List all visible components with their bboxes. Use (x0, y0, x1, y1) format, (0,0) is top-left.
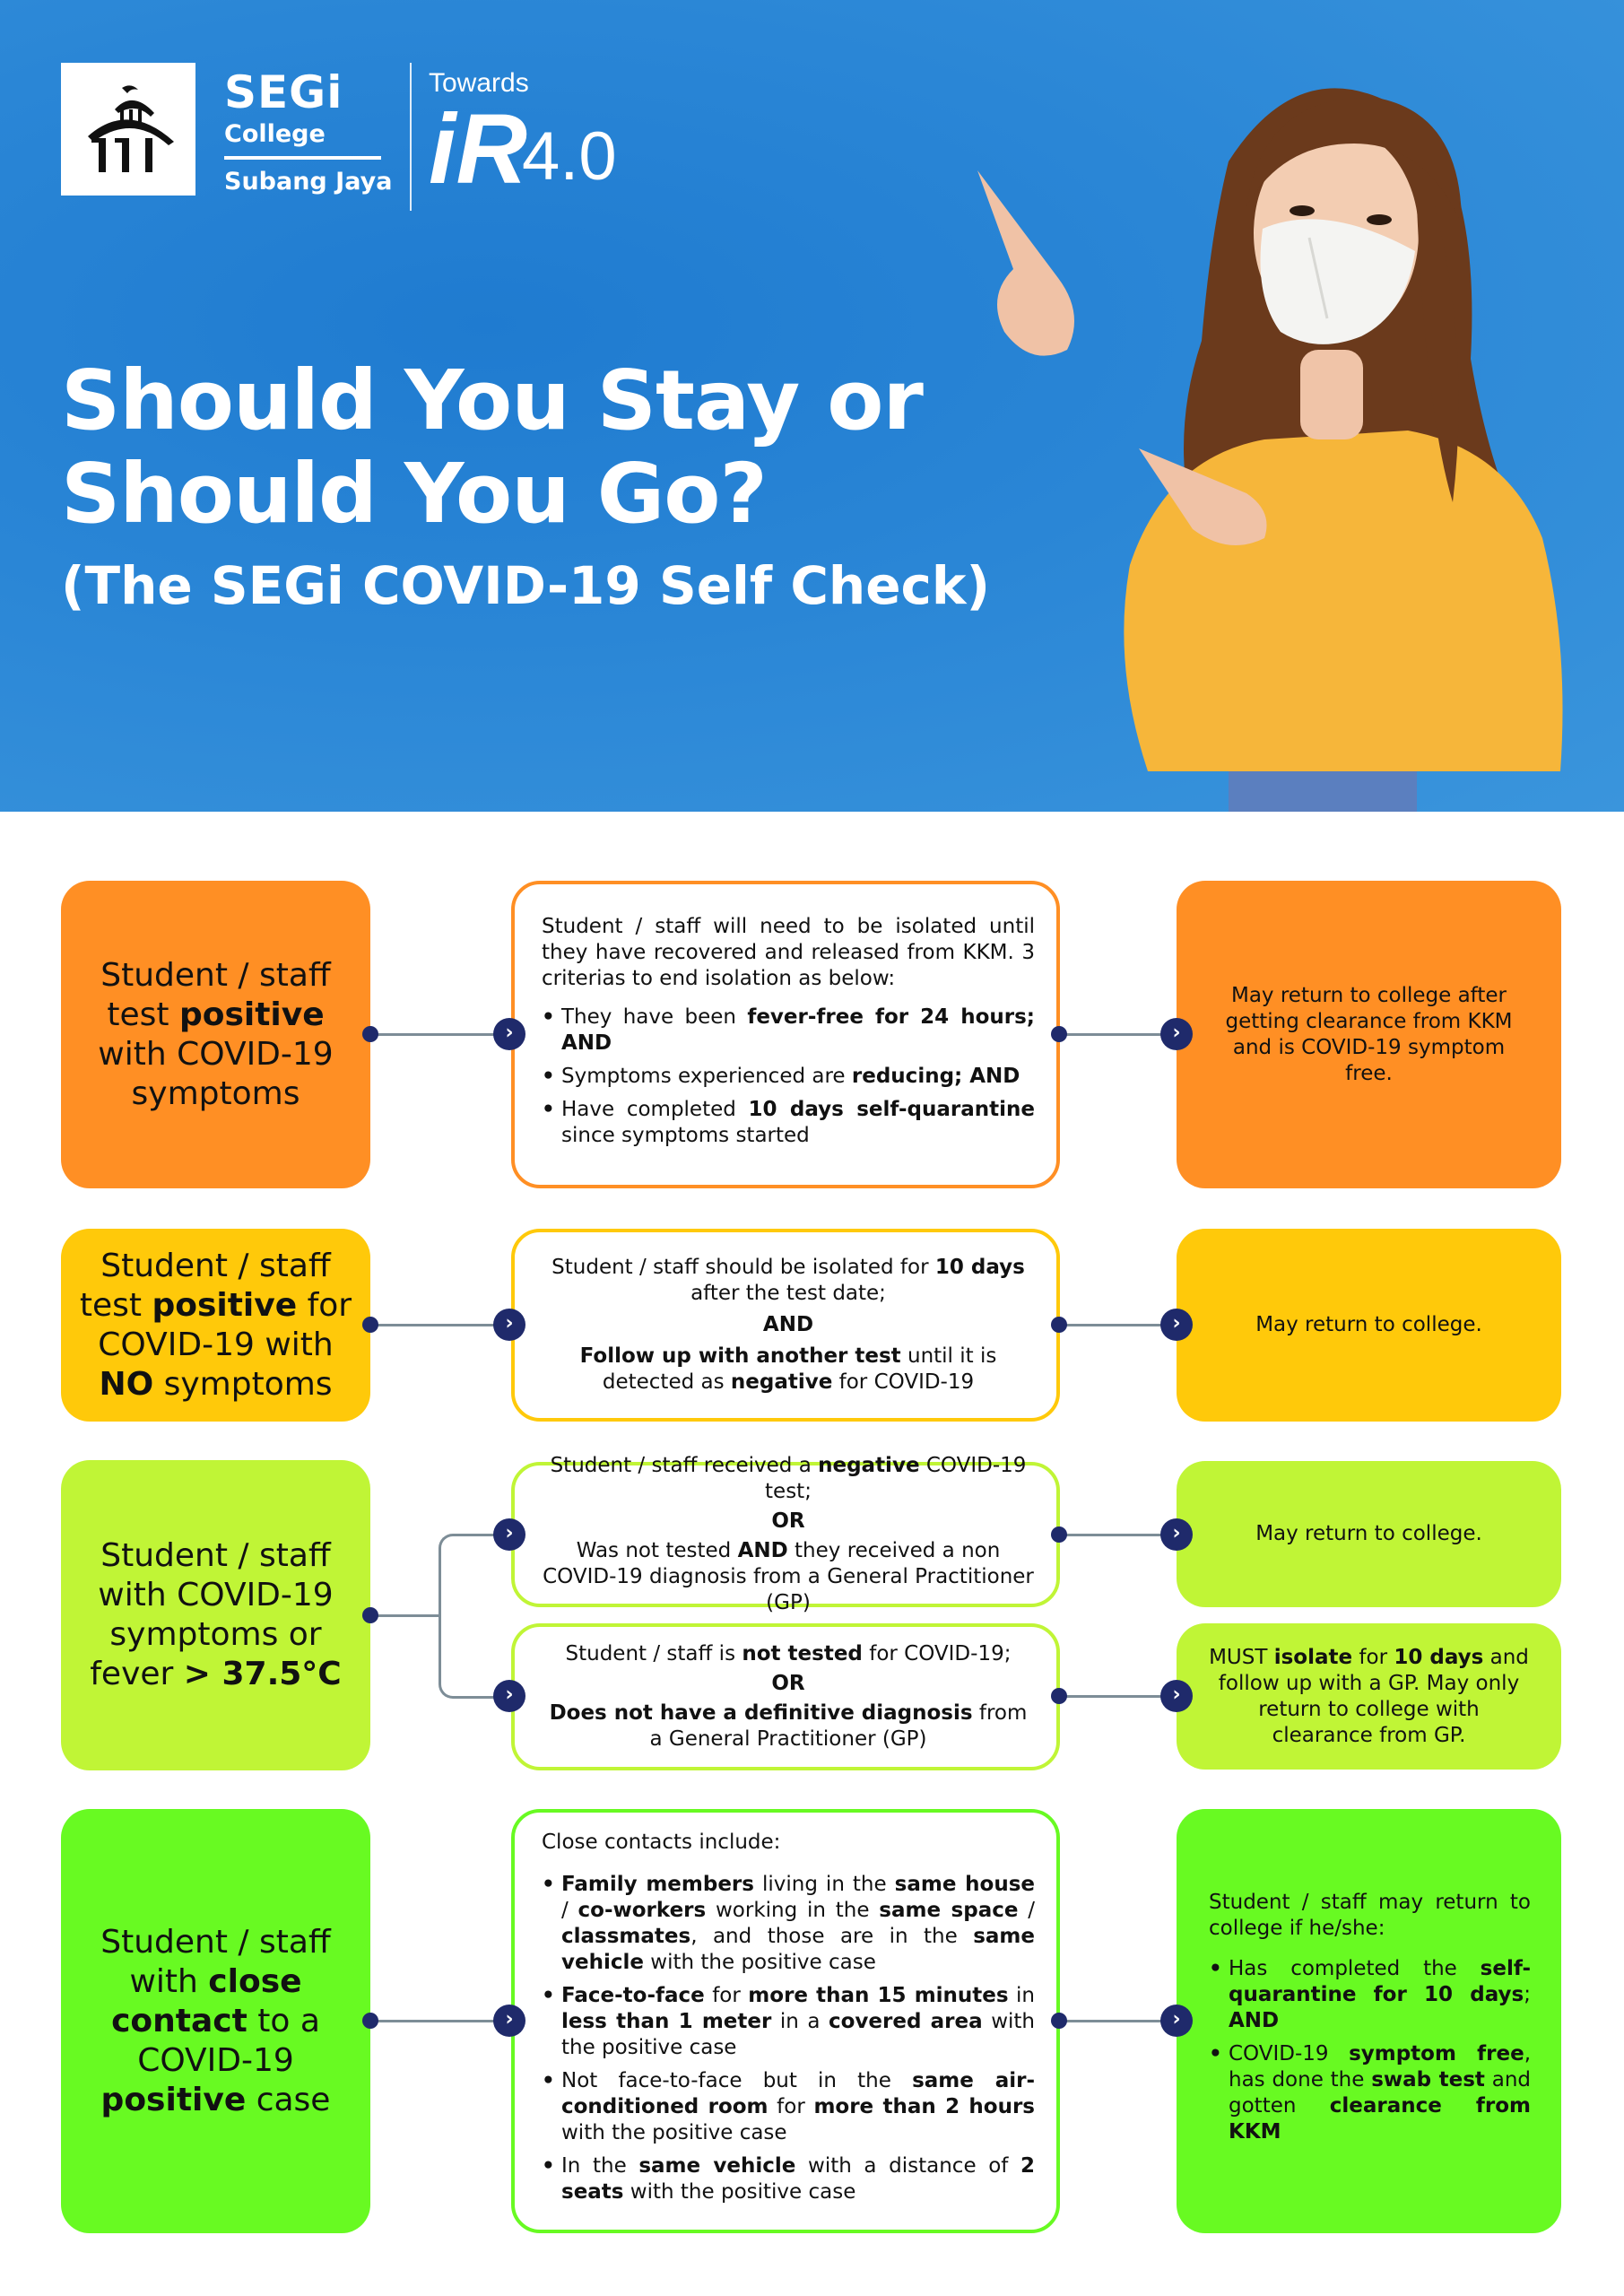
condition-symptoms-or-fever (61, 1460, 370, 1770)
outcome-must-isolate (1177, 1623, 1561, 1770)
criteria-item: • They have been fever-free for 24 hours; AND (542, 1004, 1035, 1057)
logo-divider (410, 63, 412, 211)
title-line-1: Should You Stay or (61, 352, 923, 448)
brand-college: College (224, 120, 326, 148)
criteria-joiner: AND (762, 1313, 814, 1336)
connector-dot-icon (362, 1026, 378, 1042)
criteria-positive-symptoms (511, 881, 1060, 1188)
condition-close-contact (61, 1809, 370, 2233)
connector-dot-icon (1051, 1526, 1067, 1543)
criteria-item: • In the same vehicle with a distance of 2 seats with the positive case (542, 2153, 1035, 2205)
chevron-right-icon: › (1160, 2005, 1193, 2037)
outcome-positive-no-symptoms (1177, 1229, 1561, 1422)
criteria-negative-or-non-covid (511, 1454, 1060, 1614)
outcome-intro: Student / staff may return to college if he/she: (1209, 1891, 1531, 1940)
criteria-item: • Face-to-face for more than 15 minutes in less than 1 meter in a covered area with the positive case (542, 1983, 1035, 2061)
chevron-right-icon: › (1160, 1680, 1193, 1712)
outcome-list (1209, 1956, 1531, 2145)
outcome-item: • COVID-19 symptom free, has done the swab test and gotten clearance from KKM (1209, 2041, 1531, 2145)
ir-version: 4.0 (522, 118, 617, 195)
connector-line (1059, 1695, 1177, 1698)
connector-line (1059, 1324, 1177, 1326)
connector-dot-icon (1051, 1688, 1067, 1704)
chevron-right-icon: › (493, 1018, 525, 1050)
criteria-item: • Symptoms experienced are reducing; AND (542, 1064, 1035, 1090)
outcome-text: May return to college after getting clearance from KKM and is COVID-19 symptom free. (1225, 983, 1513, 1085)
criteria-item: • Not face-to-face but in the same air-conditioned room for more than 2 hours with the positive case (542, 2068, 1035, 2146)
criteria-close-contact (511, 1809, 1060, 2233)
chevron-right-icon: › (1160, 1518, 1193, 1551)
connector-line (370, 2020, 509, 2022)
condition-text: Student / staff test positive with COVID-19 symptoms (98, 956, 334, 1112)
connector-line (1059, 2020, 1177, 2022)
criteria-part-1: Student / staff received a negative COVID-19 test; (550, 1454, 1027, 1503)
criteria-part-1: Student / staff should be isolated for 10 days after the test date; (551, 1256, 1025, 1305)
segi-wordmark (224, 68, 392, 196)
outcome-text: May return to college. (1255, 1313, 1482, 1336)
outcome-positive-symptoms (1177, 881, 1561, 1188)
criteria-part-2: Follow up with another test until it is detected as negative for COVID-19 (579, 1344, 997, 1394)
criteria-joiner: OR (771, 1672, 805, 1695)
criteria-not-tested (511, 1623, 1060, 1770)
chevron-right-icon: › (493, 1518, 525, 1551)
condition-text: Student / staff test positive for COVID-19 with NO symptoms (79, 1247, 352, 1403)
outcome-close-contact (1177, 1809, 1561, 2233)
brand-location: Subang Jaya (224, 168, 393, 196)
chevron-right-icon: › (1160, 1018, 1193, 1050)
criteria-intro: Close contacts include: (542, 1831, 781, 1854)
criteria-positive-no-symptoms (511, 1229, 1060, 1422)
connector-dot-icon (362, 2013, 378, 2029)
criteria-list (542, 1004, 1035, 1149)
connector-line (1059, 1033, 1177, 1036)
connector-dot-icon (1051, 1317, 1067, 1333)
ir40-logo (429, 94, 617, 204)
criteria-part-2: Does not have a definitive diagnosis from a General Practitioner (GP) (549, 1701, 1028, 1751)
connector-dot-icon (1051, 1026, 1067, 1042)
hero-banner (0, 0, 1624, 812)
chevron-right-icon: › (1160, 1309, 1193, 1341)
outcome-text: May return to college. (1255, 1522, 1482, 1545)
outcome-may-return (1177, 1461, 1561, 1607)
connector-dot-icon (362, 1317, 378, 1333)
segi-logo (61, 63, 195, 196)
brand-rule (224, 156, 381, 160)
connector-line (370, 1614, 440, 1617)
criteria-item: • Have completed 10 days self-quarantine since symptoms started (542, 1097, 1035, 1149)
connector-line (1059, 1534, 1177, 1536)
dome-building-icon (79, 83, 178, 176)
criteria-part-1: Student / staff is not tested for COVID-19; (565, 1642, 1012, 1665)
campaign-towards: Towards (429, 68, 529, 98)
criteria-part-2: Was not tested AND they received a non COVID-19 diagnosis from a General Practitioner (GP) (543, 1539, 1034, 1614)
brand-name: SEGi (224, 66, 343, 118)
page-title (61, 354, 990, 622)
outcome-item: • Has completed the self-quarantine for 10 days; AND (1209, 1956, 1531, 2034)
chevron-right-icon: › (493, 1309, 525, 1341)
criteria-joiner: OR (771, 1509, 805, 1533)
condition-text: Student / staff with close contact to a COVID-19 positive case (100, 1923, 331, 2118)
branch-connector (439, 1534, 509, 1699)
connector-dot-icon (362, 1607, 378, 1623)
criteria-intro: Student / staff will need to be isolated until they have recovered and released from KKM. 3 criterias to end isolation as below: (542, 914, 1035, 990)
criteria-list (542, 1872, 1035, 2205)
connector-line (370, 1324, 509, 1326)
connector-line (370, 1033, 509, 1036)
outcome-text: MUST isolate for 10 days and follow up with a GP. May only return to college with clearance from GP. (1209, 1645, 1529, 1747)
connector-dot-icon (1051, 2013, 1067, 2029)
condition-text: Student / staff with COVID-19 symptoms or fever > 37.5°C (90, 1537, 342, 1692)
title-line-2: Should You Go? (61, 446, 767, 542)
title-subtitle: (The SEGi COVID-19 Self Check) (61, 555, 991, 616)
chevron-right-icon: › (493, 2005, 525, 2037)
criteria-item: • Family members living in the same house / co-workers working in the same space / classmates, and those are in the same vehicle with the positive case (542, 1872, 1035, 1976)
condition-positive-no-symptoms (61, 1229, 370, 1422)
condition-positive-symptoms (61, 881, 370, 1188)
woman-in-mask-pointing-photo (933, 27, 1614, 812)
chevron-right-icon: › (493, 1680, 525, 1712)
ir-mark: iR (429, 94, 527, 204)
